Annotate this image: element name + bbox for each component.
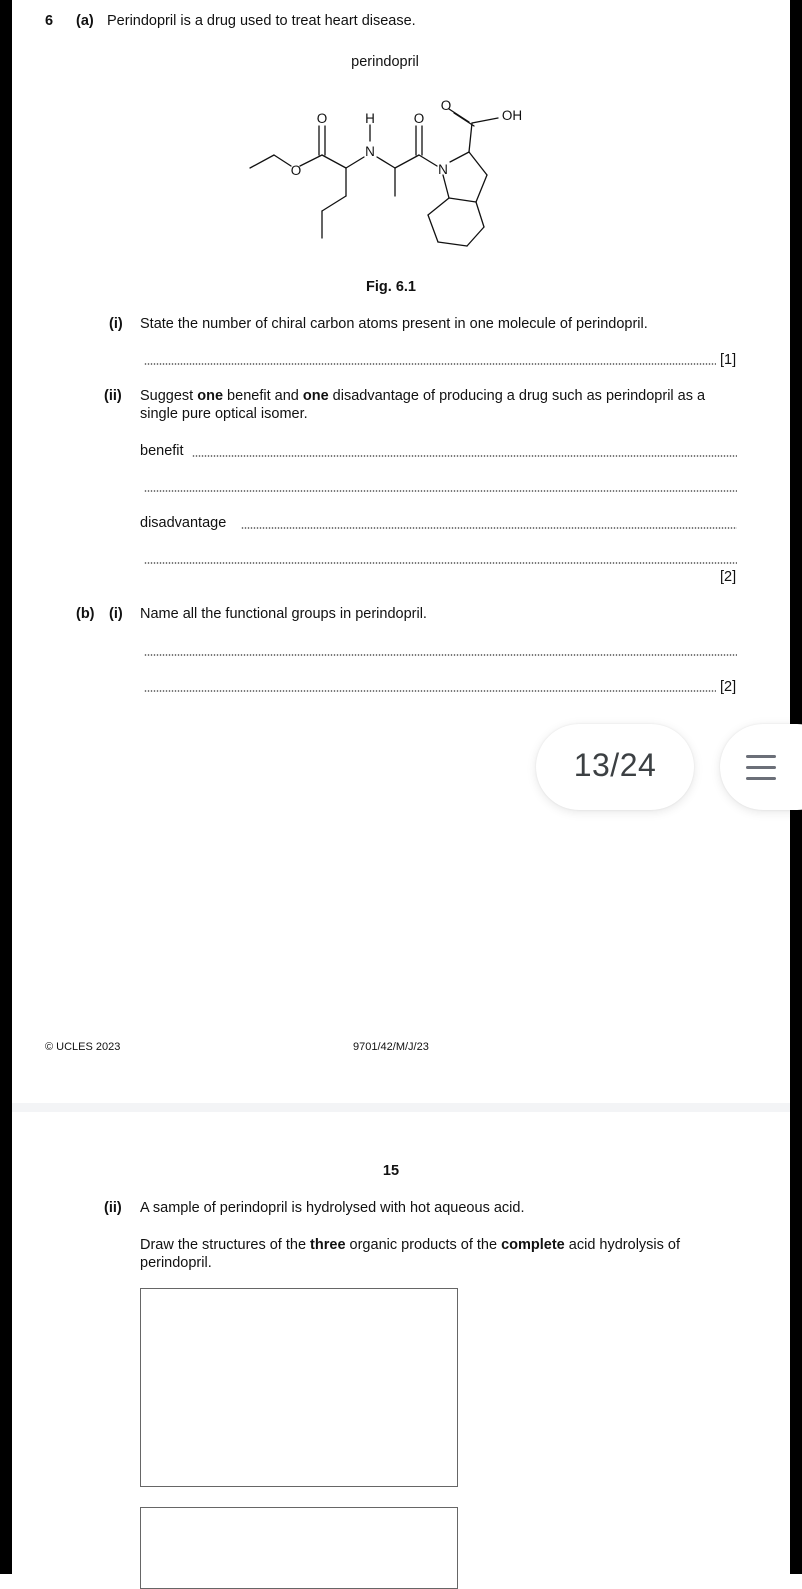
atom-h: H [365,111,375,126]
part-b-ii-instruction-line2: perindopril. [140,1255,212,1271]
perindopril-structure [0,0,802,280]
answer-box-2[interactable] [140,1507,458,1589]
functional-groups-answer-line[interactable] [144,654,737,656]
part-b-ii-question: A sample of perindopril is hydrolysed with hot aqueous acid. [140,1200,525,1216]
answer-box-1[interactable] [140,1288,458,1487]
menu-button[interactable] [720,724,802,810]
page-indicator[interactable] [536,724,694,810]
hamburger-menu-icon [746,752,776,782]
paper-code: 9701/42/M/J/23 [353,1041,429,1053]
atom-o-amide: O [413,111,425,126]
page-number: 15 [382,1163,400,1179]
disadvantage-label: disadvantage [140,515,227,531]
atom-o-ester: O [290,163,302,178]
page-indicator-text: 13/24 [573,747,657,783]
disadvantage-answer-line[interactable] [241,527,737,529]
part-a-intro: Perindopril is a drug used to treat heart disease. [107,13,416,29]
atom-o-acid: O [440,98,452,113]
disadvantage-answer-line-2[interactable] [144,562,737,564]
part-a-ii-label: (ii) [104,388,122,404]
part-b-ii-instruction: Draw the structures of the three organic products of the complete acid hydrolysis of [140,1237,681,1253]
marks-a-ii: [2] [720,569,737,585]
answer-line[interactable] [144,363,716,365]
part-b-i-label: (i) [109,606,123,622]
atom-n-ring: N [438,162,448,177]
benefit-answer-line[interactable] [192,455,737,457]
molecule-caption: perindopril [351,54,419,70]
part-b-i-question: Name all the functional groups in perindopril. [140,606,427,622]
figure-label: Fig. 6.1 [366,279,416,295]
atom-n-amine: N [365,144,375,159]
part-a-label: (a) [76,13,94,29]
part-b-ii-label: (ii) [104,1200,122,1216]
marks-a-i: [1] [720,352,737,368]
page-separator [12,1103,790,1112]
benefit-label: benefit [140,443,184,459]
atom-oh: OH [501,108,523,123]
functional-groups-answer-line-2[interactable] [144,690,716,692]
part-b-label: (b) [76,606,95,622]
marks-b-i: [2] [720,679,737,695]
part-a-i-label: (i) [109,316,123,332]
part-a-ii-question-line2: single pure optical isomer. [140,406,308,422]
benefit-answer-line-2[interactable] [144,490,737,492]
copyright: © UCLES 2023 [45,1041,121,1053]
question-number: 6 [45,13,54,29]
part-a-i-question: State the number of chiral carbon atoms present in one molecule of perindopril. [140,316,648,332]
part-a-ii-question: Suggest one benefit and one disadvantage of producing a drug such as perindopril as a [140,388,706,404]
atom-o-ester-carbonyl: O [316,111,328,126]
